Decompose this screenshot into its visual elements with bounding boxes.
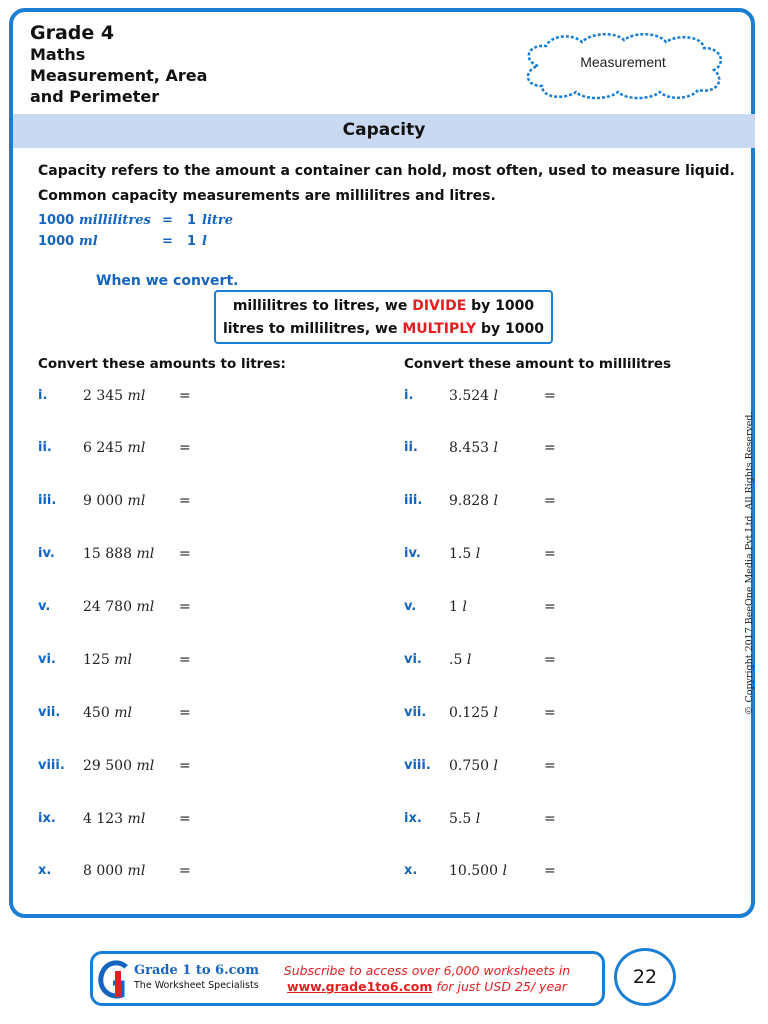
unit: ml (114, 652, 132, 668)
equals-sign: = (179, 652, 191, 668)
conversion-left-unit: millilitres (79, 213, 151, 228)
footer-brand: Grade 1 to 6.com (134, 963, 259, 978)
question-value (83, 705, 132, 721)
equals-sign: = (179, 599, 191, 615)
when-we-convert-label: When we convert. (96, 273, 239, 289)
question-number: viii. (404, 758, 431, 773)
unit: ml (136, 599, 155, 615)
question-row (404, 652, 574, 672)
question-number: ii. (404, 440, 418, 455)
equals-sign: = (544, 440, 556, 456)
conversion-right-unit: l (202, 234, 207, 249)
conversion-equals: = (162, 213, 173, 228)
question-row (38, 811, 208, 831)
unit: l (475, 546, 481, 562)
quantity: 29 500 (83, 758, 132, 774)
unit: ml (127, 440, 146, 456)
left-column-heading: Convert these amounts to litres: (38, 356, 286, 372)
question-number: v. (38, 599, 51, 614)
equals-sign: = (544, 493, 556, 509)
right-column-heading: Convert these amount to millilitres (404, 356, 672, 372)
question-value (83, 546, 154, 562)
unit: l (493, 493, 499, 509)
quantity: 450 (83, 705, 110, 721)
unit: l (493, 388, 499, 404)
equals-sign: = (179, 388, 191, 404)
question-row (404, 546, 574, 566)
equals-sign: = (544, 599, 556, 615)
question-row (404, 388, 574, 408)
conversion-right-unit: litre (202, 213, 234, 228)
intro-line-2: Common capacity measurements are millilitres and litres. (38, 188, 496, 204)
quantity: 125 (83, 652, 110, 668)
question-value (449, 599, 467, 615)
quantity: 24 780 (83, 599, 132, 615)
rule-line-1 (216, 295, 551, 318)
rule-2-text: litres to millilitres, we (222, 321, 398, 337)
question-number: iii. (404, 493, 423, 508)
question-row (38, 652, 208, 672)
quantity: 0.125 (449, 705, 490, 721)
question-number: ii. (38, 440, 52, 455)
conversion-right-number: 1 (187, 234, 197, 249)
question-number: x. (404, 863, 418, 878)
equals-sign: = (544, 388, 556, 404)
divide-keyword: DIVIDE (412, 298, 467, 314)
conversion-left-number: 1000 (38, 213, 75, 228)
worksheet-header (30, 22, 207, 107)
equals-sign: = (179, 546, 191, 562)
quantity: .5 (449, 652, 463, 668)
badge-label: Measurement (580, 54, 666, 70)
grade-label: Grade 4 (30, 22, 115, 44)
conversion-equals: = (162, 234, 173, 249)
question-number: vii. (404, 705, 427, 720)
question-value (449, 388, 498, 404)
topic-line-1: Measurement, Area (30, 66, 208, 85)
question-number: iv. (404, 546, 421, 561)
question-number: iv. (38, 546, 55, 561)
equals-sign: = (179, 493, 191, 509)
unit: ml (114, 705, 132, 721)
question-number: i. (404, 388, 414, 403)
unit: l (466, 652, 472, 668)
equals-sign: = (544, 546, 556, 562)
multiply-keyword: MULTIPLY (402, 321, 477, 337)
question-value (449, 440, 498, 456)
question-value (83, 652, 132, 668)
topic-line-2: and Perimeter (30, 87, 160, 106)
question-row (38, 599, 208, 619)
question-number: i. (38, 388, 48, 403)
equals-sign: = (544, 705, 556, 721)
unit: l (462, 599, 467, 615)
conversion-rule-box (214, 290, 553, 344)
unit: ml (127, 493, 146, 509)
quantity: 5.5 (449, 811, 472, 827)
question-row (38, 863, 208, 883)
intro-line-1: Capacity refers to the amount a container can hold, most often, used to measure liquid. (38, 163, 735, 179)
equals-sign: = (544, 811, 556, 827)
quantity: 2 345 (83, 388, 124, 404)
unit: l (475, 811, 481, 827)
rule-2-tail: by 1000 (481, 321, 545, 337)
question-number: vi. (404, 652, 422, 667)
question-value (83, 493, 145, 509)
question-value (83, 863, 145, 879)
page-number: 22 (614, 948, 676, 1006)
subject-label: Maths (30, 45, 86, 64)
quantity: 4 123 (83, 811, 124, 827)
equals-sign: = (179, 705, 191, 721)
copyright-notice: © Copyright 2017 BeeOne Media Pvt Ltd. All Rights Reserved. (744, 411, 755, 715)
question-value (83, 440, 145, 456)
conversion-left-number: 1000 (38, 234, 75, 249)
question-row (404, 863, 574, 883)
question-number: v. (404, 599, 417, 614)
quantity: 0.750 (449, 758, 490, 774)
question-number: vi. (38, 652, 56, 667)
unit: l (493, 705, 499, 721)
promo-line-1: Subscribe to access over 6,000 worksheets in (283, 963, 571, 978)
footer-tagline: The Worksheet Specialists (134, 980, 259, 991)
quantity: 3.524 (449, 388, 490, 404)
equals-sign: = (179, 758, 191, 774)
question-value (83, 599, 154, 615)
question-row (38, 388, 208, 408)
quantity: 1.5 (449, 546, 472, 562)
question-row (404, 440, 574, 460)
equals-sign: = (544, 758, 556, 774)
equals-sign: = (544, 863, 556, 879)
unit: ml (127, 863, 146, 879)
quantity: 1 (449, 599, 458, 615)
question-value (449, 811, 480, 827)
question-value (83, 811, 145, 827)
question-number: vii. (38, 705, 61, 720)
question-row (38, 493, 208, 513)
footer-promo (262, 963, 592, 995)
promo-link[interactable]: www.grade1to6.com (287, 979, 433, 994)
question-row (404, 493, 574, 513)
quantity: 8.453 (449, 440, 490, 456)
unit: l (493, 758, 499, 774)
unit: ml (127, 811, 146, 827)
question-number: ix. (38, 811, 56, 826)
equals-sign: = (179, 440, 191, 456)
question-row (38, 546, 208, 566)
grade1to6-logo (96, 957, 136, 1001)
question-number: ix. (404, 811, 422, 826)
question-row (404, 599, 574, 619)
question-value (449, 758, 498, 774)
section-title: Capacity (342, 120, 426, 140)
conversion-right-number: 1 (187, 213, 197, 228)
equals-sign: = (179, 863, 191, 879)
quantity: 15 888 (83, 546, 132, 562)
question-row (38, 440, 208, 460)
question-value (449, 546, 480, 562)
question-value (83, 388, 145, 404)
equals-sign: = (544, 652, 556, 668)
question-value (449, 652, 471, 668)
rule-1-tail: by 1000 (471, 298, 535, 314)
promo-line-2: for just USD 25/ year (436, 979, 567, 994)
quantity: 6 245 (83, 440, 124, 456)
conversion-left-unit: ml (79, 234, 98, 249)
unit: ml (136, 758, 155, 774)
quantity: 8 000 (83, 863, 124, 879)
question-value (449, 863, 507, 879)
rule-1-text: millilitres to litres, we (232, 298, 408, 314)
question-row (404, 705, 574, 725)
question-value (449, 493, 498, 509)
unit: l (502, 863, 507, 879)
quantity: 9 000 (83, 493, 124, 509)
question-row (38, 705, 208, 725)
question-row (404, 811, 574, 831)
question-value (449, 705, 498, 721)
question-number: iii. (38, 493, 57, 508)
question-row (38, 758, 208, 778)
unit: ml (136, 546, 155, 562)
equals-sign: = (179, 811, 191, 827)
rule-line-2 (216, 318, 551, 341)
question-number: x. (38, 863, 52, 878)
question-row (404, 758, 574, 778)
question-value (83, 758, 154, 774)
quantity: 9.828 (449, 493, 490, 509)
question-number: viii. (38, 758, 65, 773)
unit: l (493, 440, 499, 456)
quantity: 10.500 (449, 863, 498, 879)
unit: ml (127, 388, 146, 404)
